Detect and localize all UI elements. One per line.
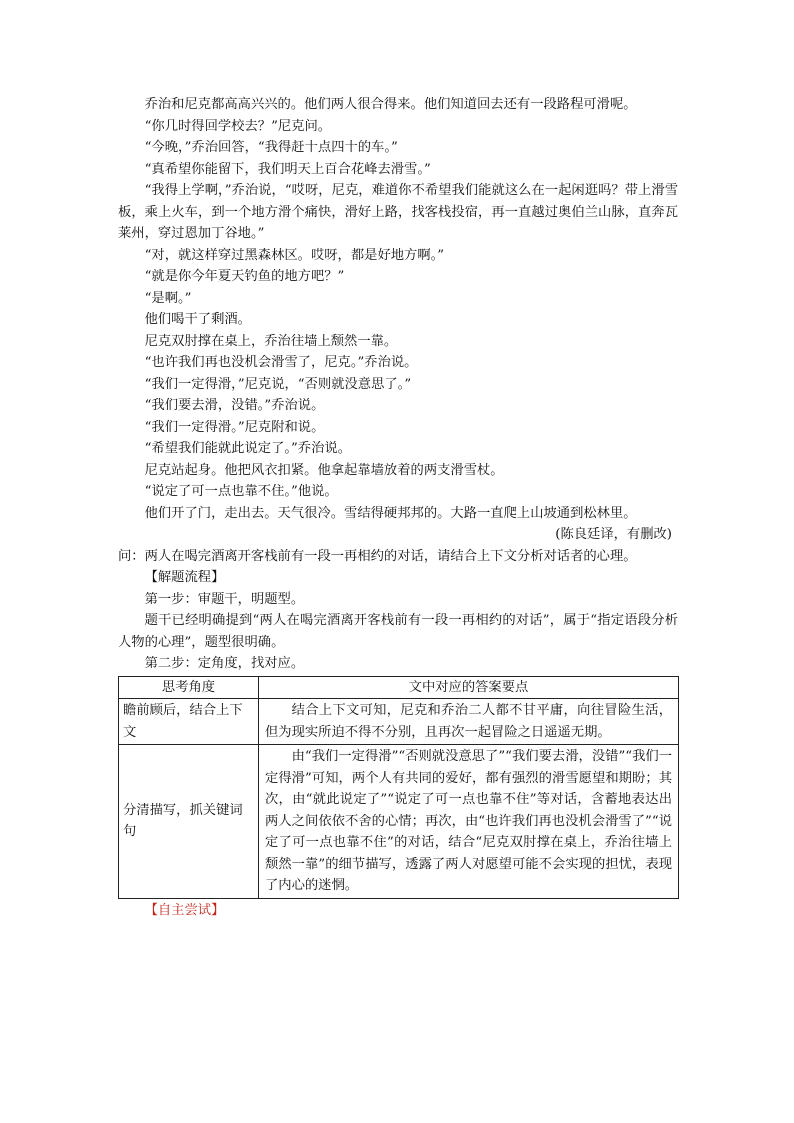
- story-paragraph: “对，就这样穿过黑森林区。哎呀，都是好地方啊。”: [144, 247, 445, 263]
- table-cell-points: 结合上下文可知，尼克和乔治二人都不甘平庸，向往冒险生活，但为现实所迫不得不分别，且再次一起冒险之日遥遥无期。: [259, 699, 679, 745]
- table-cell-angle: 瞻前顾后，结合上下文: [119, 699, 259, 745]
- table-row: [119, 745, 679, 899]
- story-paragraph: “也许我们再也没机会滑雪了，尼克。”乔治说。: [144, 355, 418, 370]
- story-paragraph: “说定了可一点也靠不住。”他说。: [144, 484, 338, 499]
- step1-body: 题干已经明确提到“两人在喝完酒离开客栈前有一段一再相约的对话”，属于“指定语段分析人物的心理”，题型很明确。: [118, 613, 678, 650]
- process-heading: 【解题流程】: [144, 570, 225, 585]
- story-paragraph: “我们要去滑，没错。”乔治说。: [144, 398, 325, 413]
- story-paragraph: “希望我们能就此说定了。”乔治说。: [144, 441, 351, 456]
- analysis-table: [118, 676, 679, 899]
- story-paragraph: 尼克站起身。他把风衣扣紧。他拿起靠墙放着的两支滑雪杖。: [144, 462, 504, 478]
- table-header-points: 文中对应的答案要点: [259, 676, 679, 699]
- story-paragraph: “今晚，”乔治回答，“我得赶十点四十的车。”: [144, 140, 398, 155]
- story-paragraph: 尼克双肘撑在桌上，乔治往墙上颓然一靠。: [144, 333, 398, 349]
- translation-source: (陈良廷译，有删改): [555, 527, 672, 542]
- table-cell-angle: 分清描写，抓关键词句: [119, 745, 259, 899]
- story-paragraph: 乔治和尼克都高高兴兴的。他们两人很合得来。他们知道回去还有一段路程可滑呢。: [144, 97, 637, 112]
- story-passage: [118, 94, 678, 546]
- story-paragraph: “就是你今年夏天钓鱼的地方吧？”: [144, 269, 345, 284]
- table-header-angle: 思考角度: [119, 676, 259, 699]
- story-paragraph: “我得上学啊，”乔治说，“哎呀，尼克，难道你不希望我们能就这么在一起闲逛吗？带上滑雪板，乘上火车，到一个地方滑个痛快，滑好上路，找客栈投宿，再一直越过奥伯兰山脉，直奔瓦莱州，穿过恩加丁谷地。”: [118, 183, 678, 241]
- table-cell-points: 由“我们一定得滑”“否则就没意思了”“我们要去滑，没错”“我们一定得滑”可知，两个人有共同的爱好，都有强烈的滑雪愿望和期盼；其次，由“就此说定了”“说定了可一点也靠不住”等对话，含蓄地表达出两人之间依依不舍的心情；再次，由“也许我们再也没机会滑雪了”“说定了可一点也靠不住”的对话，结合“尼克双肘撑在桌上，乔治往墙上颓然一靠”的细节描写，透露了两人对愿望可能不会实现的担忧，表现了内心的迷惘。: [259, 745, 679, 899]
- step1-title: 第一步：审题干，明题型。: [144, 591, 305, 607]
- story-paragraph: 他们开了门，走出去。天气很冷。雪结得硬邦邦的。大路一直爬上山坡通到松林里。: [144, 505, 637, 521]
- step2-title: 第二步：定角度，找对应。: [144, 656, 305, 671]
- table-header-row: [119, 676, 679, 699]
- question-text: 问：两人在喝完酒离开客栈前有一段一再相约的对话，请结合上下文分析对话者的心理。: [118, 548, 637, 564]
- story-paragraph: “我们一定得滑，”尼克说，“否则就没意思了。”: [144, 376, 412, 392]
- story-paragraph: “是啊。”: [144, 290, 192, 306]
- document-content: [118, 94, 678, 921]
- table-row: [119, 699, 679, 745]
- story-paragraph: “你几时得回学校去？”尼克问。: [144, 118, 332, 134]
- story-paragraph: “我们一定得滑。”尼克附和说。: [144, 419, 325, 435]
- self-try-heading: 【自主尝试】: [144, 902, 225, 918]
- story-paragraph: “真希望你能留下，我们明天上百合花峰去滑雪。”: [144, 161, 431, 177]
- story-paragraph: 他们喝干了剩酒。: [144, 312, 251, 327]
